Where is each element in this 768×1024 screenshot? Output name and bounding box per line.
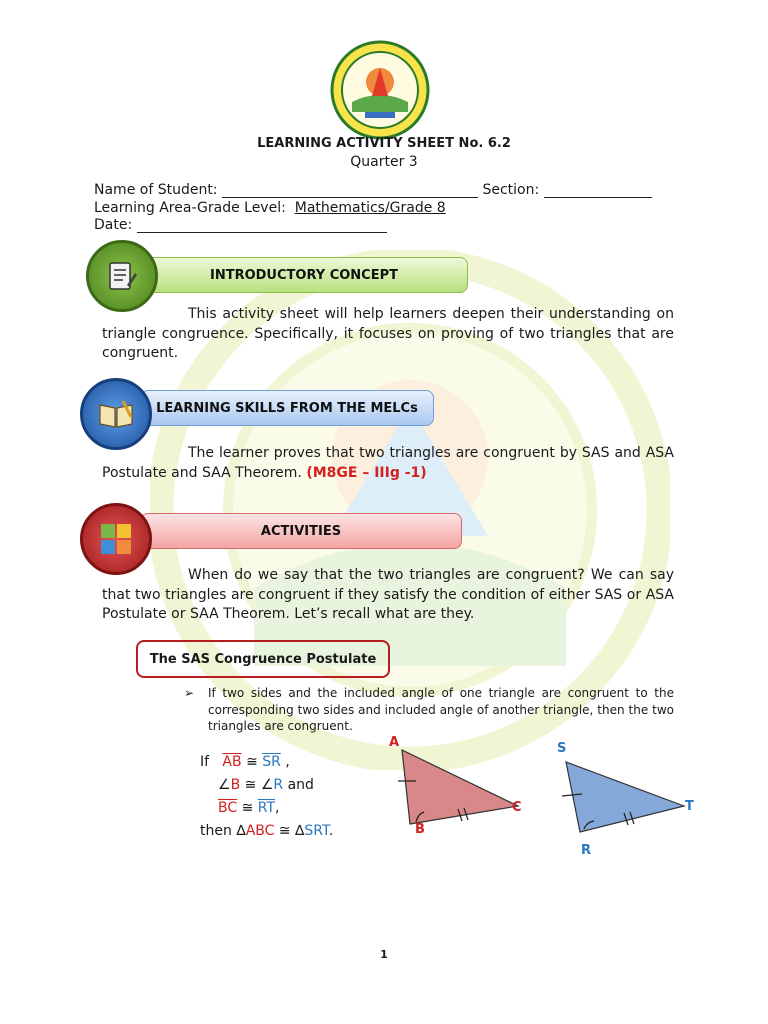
vertex-r-label: R (581, 843, 592, 858)
sas-postulate-heading: The SAS Congruence Postulate (136, 640, 390, 678)
activities-paragraph: When do we say that the two triangles are congruent? We can say that two triangles are congruent if they satisfy the condition of either SAS or ASA Postulate or SAA Theorem. Let’s recall what are they. (102, 567, 674, 622)
date-row (94, 217, 387, 233)
statement-line-4: then ∆ABC ≅ ∆SRT. (200, 823, 334, 839)
triangle-srt (566, 762, 684, 832)
vertex-a-label: A (389, 735, 400, 750)
sheet-title: LEARNING ACTIVITY SHEET No. 6.2 (257, 136, 511, 151)
student-name-row (94, 182, 652, 198)
statement-line-3: $\overline{BC}$ ≅ $\overline{RT}$, (218, 800, 280, 816)
date-label: Date: (94, 217, 133, 233)
vertex-c-label: C (512, 800, 522, 815)
learning-skills-paragraph: The learner proves that two triangles are congruent by SAS and ASA Postulate and SAA Theorem. (M8GE – IIIg -1) (102, 445, 674, 481)
sas-bullet: ➢ If two sides and the included angle of one triangle are congruent to the corresponding two sides and included angle of another triangle, then the two triangles are congruent. (184, 686, 674, 733)
puzzle-icon (80, 503, 152, 575)
vertex-b-label: B (415, 822, 425, 837)
melc-code: (M8GE – IIIg -1) (306, 464, 427, 481)
learning-area-row (94, 200, 446, 216)
section-label: Section: (482, 182, 540, 198)
learning-area-label: Learning Area-Grade Level: (94, 200, 286, 216)
arrow-bullet-icon: ➢ (184, 686, 195, 700)
statement-line-1: If $\overline{AB}$ ≅ $\overline{SR}$ , (200, 754, 290, 770)
triangle-abc (402, 750, 518, 824)
vertex-t-label: T (685, 799, 694, 814)
activities-banner: ACTIVITIES (140, 513, 462, 549)
division-seal-logo (330, 40, 430, 140)
introductory-paragraph: This activity sheet will help learners deepen their understanding on triangle congruence. Specifically, it focuses on proving of two triangles that are congruent. (102, 306, 674, 361)
statement-line-2: ∠B ≅ ∠R and (218, 777, 314, 793)
vertex-s-label: S (557, 741, 567, 756)
section-blank[interactable] (544, 183, 652, 198)
triangle-abc-diagram (380, 740, 540, 850)
quarter-label: Quarter 3 (350, 154, 418, 170)
learning-area-value: Mathematics/Grade 8 (294, 200, 446, 216)
triangle-srt-diagram (550, 750, 700, 850)
page-number: 1 (380, 948, 388, 961)
notepad-icon (86, 240, 158, 312)
name-label: Name of Student: (94, 182, 218, 198)
name-blank[interactable] (222, 183, 478, 198)
learning-skills-banner: LEARNING SKILLS FROM THE MELCs (140, 390, 434, 426)
date-blank[interactable] (137, 218, 387, 233)
introductory-concept-banner: INTRODUCTORY CONCEPT (140, 257, 468, 293)
book-icon (80, 378, 152, 450)
